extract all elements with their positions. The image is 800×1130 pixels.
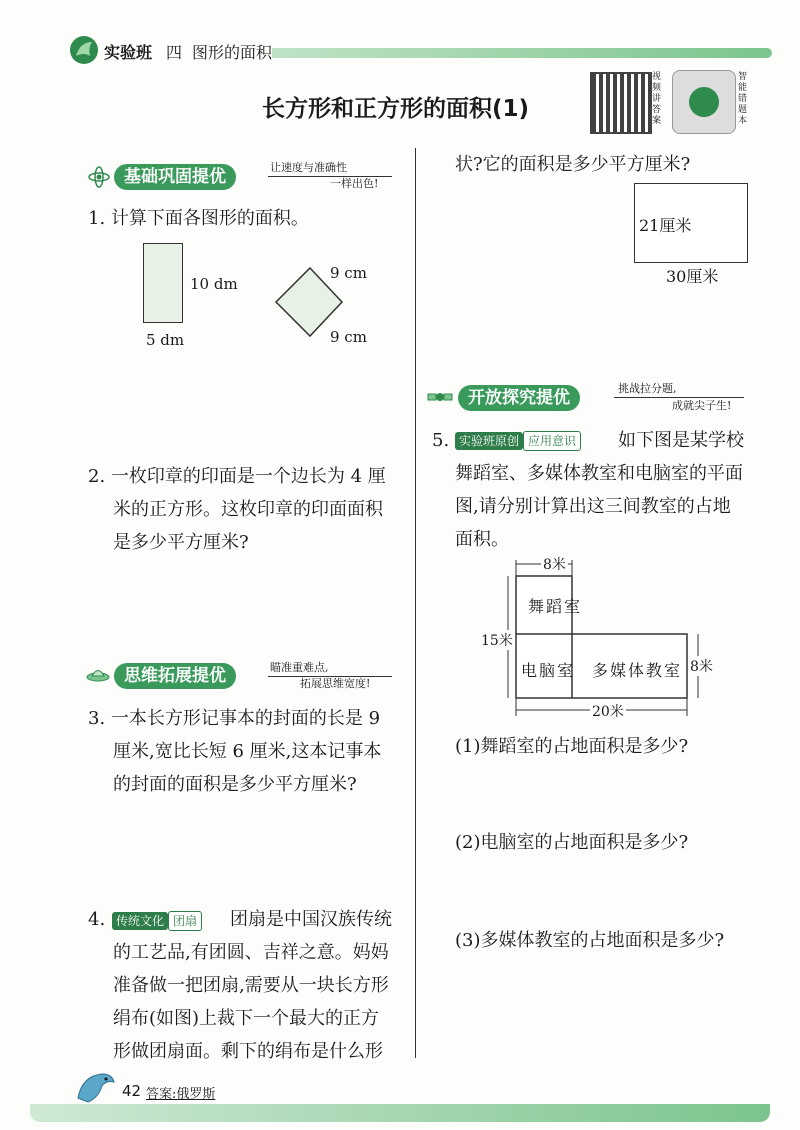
q5-sub-1: (1)舞蹈室的占地面积是多少? [455, 736, 689, 757]
qr-code-mistakes[interactable] [672, 70, 736, 134]
footer-wave [30, 1104, 770, 1122]
answer-hint: 答案:俄罗斯 [146, 1087, 216, 1102]
q5-tag-application: 应用意识 [523, 431, 581, 451]
page-number: 42 [122, 1082, 142, 1100]
section-banner-basic: 基础巩固提优 [114, 164, 236, 190]
q5-dim-bottom: 20米 [590, 701, 626, 721]
q5-line-3: 图,请分别计算出这三间教室的占地 [455, 496, 731, 517]
satellite-icon [426, 386, 454, 410]
header-chapter: 四 [166, 43, 183, 62]
q5-line-2: 舞蹈室、多媒体教室和电脑室的平面 [455, 463, 743, 484]
q5-room-dance: 舞蹈室 [528, 597, 583, 616]
q1-text: 1. 计算下面各图形的面积。 [88, 208, 309, 229]
q5-dim-top: 8米 [541, 554, 568, 574]
q4-rect-height-label: 21厘米 [639, 216, 692, 235]
q4-line-2: 的工艺品,有团圆、吉祥之意。妈妈 [113, 942, 389, 963]
section-slogan-open-2: 成就尖子生! [672, 399, 732, 412]
q2-line-1: 2. 一枚印章的印面是一个边长为 4 厘 [88, 466, 386, 487]
q1-rectangle [143, 243, 183, 323]
q5-room-computer: 电脑室 [521, 661, 576, 680]
slogan-rule [268, 676, 392, 677]
section-slogan-thinking-2: 拓展思维宽度! [300, 677, 371, 690]
qr-code-video[interactable] [590, 72, 652, 134]
q5-room-media: 多媒体教室 [592, 661, 683, 680]
q4-line-4: 绢布(如图)上裁下一个最大的正方 [113, 1008, 380, 1029]
q5-dim-left: 15米 [481, 630, 513, 650]
header-logo-icon [70, 36, 98, 64]
section-slogan-basic-1: 让速度与准确性 [270, 161, 347, 174]
q2-line-2: 米的正方形。这枚印章的印面面积 [113, 499, 383, 520]
q1-rect-width-label: 5 dm [146, 331, 185, 349]
header-chapter-title: 图形的面积 [192, 43, 273, 62]
header-rule [272, 48, 772, 58]
q5-dim-right: 8米 [690, 656, 713, 676]
q2-line-3: 是多少平方厘米? [113, 532, 249, 553]
page-title: 长方形和正方形的面积(1) [262, 96, 530, 122]
section-slogan-thinking-1: 瞄准重难点, [270, 661, 329, 674]
q4-tag-fan: 团扇 [168, 911, 202, 931]
q3-line-1: 3. 一本长方形记事本的封面的长是 9 [88, 708, 381, 729]
section-slogan-open-1: 挑战拉分题, [618, 382, 677, 395]
q4-line-6: 状?它的面积是多少平方厘米? [455, 154, 691, 175]
q1-square-bottom-label: 9 cm [330, 328, 367, 346]
q5-sub-2: (2)电脑室的占地面积是多少? [455, 832, 689, 853]
header-series: 实验班 [104, 43, 153, 62]
q5-line-4: 面积。 [455, 529, 509, 550]
slogan-rule [614, 397, 744, 398]
q4-line-1: 团扇是中国汉族传统 [230, 909, 392, 930]
q5-number: 5. [432, 430, 450, 451]
q4-rect-width-label: 30厘米 [666, 267, 719, 286]
q4-line-3: 准备做一把团扇,需要从一块长方形 [113, 975, 389, 996]
ufo-icon [86, 662, 110, 686]
section-banner-thinking: 思维拓展提优 [114, 663, 236, 689]
atom-icon [88, 166, 110, 188]
qr2-caption: 智能错题本 [738, 72, 748, 126]
q3-line-2: 厘米,宽比长短 6 厘米,这本记事本 [113, 741, 382, 762]
q4-line-5: 形做团扇面。剩下的绢布是什么形 [113, 1041, 383, 1062]
column-divider [415, 148, 416, 1058]
q4-number: 4. [88, 909, 106, 930]
q5-sub-3: (3)多媒体教室的占地面积是多少? [455, 930, 725, 951]
q4-tag-culture: 传统文化 [112, 912, 168, 930]
qr1-caption: 视频讲答案 [652, 72, 662, 126]
section-slogan-basic-2: 一样出色! [330, 177, 379, 190]
slogan-rule [268, 176, 392, 177]
section-banner-open: 开放探究提优 [458, 385, 580, 411]
q5-tag-original: 实验班原创 [455, 432, 523, 450]
q5-line-1: 如下图是某学校 [618, 430, 744, 451]
q3-line-3: 的封面的面积是多少平方厘米? [113, 774, 357, 795]
q1-square-top-label: 9 cm [330, 264, 367, 282]
q1-rect-height-label: 10 dm [190, 275, 238, 293]
